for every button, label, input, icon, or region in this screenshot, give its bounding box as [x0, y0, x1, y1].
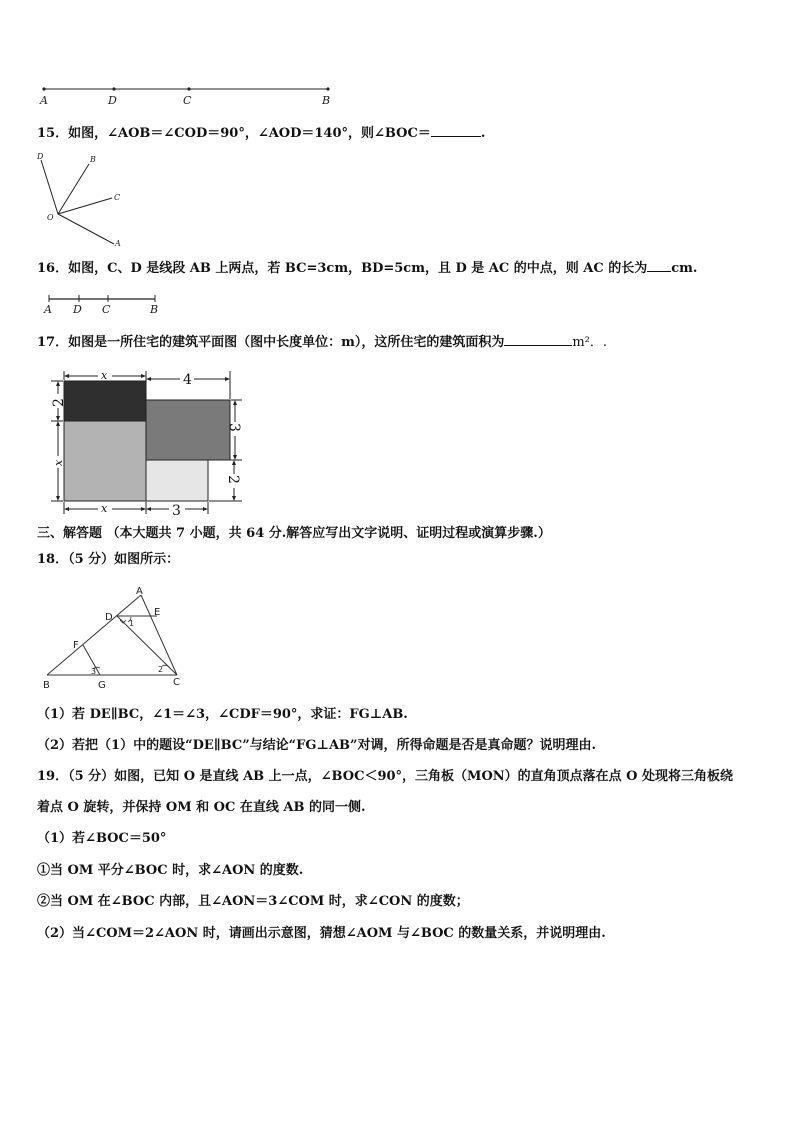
question-15: 15．如图，∠AOB＝∠COD＝90°，∠AOD＝140°，则∠BOC＝ .: [37, 126, 486, 141]
angle-3-label: 3: [91, 667, 97, 676]
question-19-line-2: 着点 O 旋转，并保持 OM 和 OC 在直线 AB 的同一侧.: [37, 800, 366, 815]
point-f-label: F: [73, 640, 79, 651]
point-a-label: A: [136, 586, 143, 597]
question-text: （5 分）如图所示：: [68, 552, 180, 567]
ray-c-label: C: [114, 193, 121, 202]
section-3-heading: 三、解答题 （本大题共 7 小题，共 64 分.解答应写出文字说明、证明过程或演算步骤.）: [37, 526, 551, 541]
answer-blank: [504, 333, 572, 346]
answer-blank: [647, 259, 671, 272]
question-19-sub-1a: ①当 OM 平分∠BOC 时，求∠AON 的度数.: [37, 863, 304, 878]
question-19-sub-1b: ②当 OM 在∠BOC 内部，且∠AON＝3∠COM 时，求∠CON 的度数；: [37, 894, 469, 909]
question-text: 如图，∠AOB＝∠COD＝90°，∠AOD＝140°，则∠BOC＝: [68, 126, 431, 141]
question-18-part-1: （1）若 DE∥BC，∠1＝∠3，∠CDF＝90°，求证：FG⊥AB.: [37, 707, 408, 722]
angle-1-label: 1: [129, 619, 135, 628]
ray-d-label: D: [37, 152, 44, 161]
point-a-label: A: [40, 94, 48, 107]
point-g-label: G: [98, 680, 106, 691]
question-18: [37, 551, 179, 569]
point-e-label: E: [154, 607, 161, 618]
dim-top-x: x: [101, 369, 108, 382]
dim-right-2: 2: [225, 475, 241, 484]
ray-b-label: B: [90, 155, 96, 164]
vertex-o-label: O: [47, 213, 54, 222]
ray-a-label: A: [115, 239, 121, 248]
question-number: 16．: [37, 261, 69, 276]
question-19-sub-1: （1）若∠BOC＝50°: [37, 831, 167, 846]
dim-bottom-3: 3: [172, 503, 181, 518]
point-d-label: D: [108, 94, 117, 107]
top-segment-figure: [36, 82, 346, 108]
question-16: 16．如图，C、D 是线段 AB 上两点，若 BC=3cm，BD=5cm，且 D 是 AC 的中点，则 AC 的长为 cm.: [37, 261, 698, 276]
area-unit: m²．.: [572, 335, 608, 350]
question-text: 如图是一所住宅的建筑平面图（图中长度单位：m），这所住宅的建筑面积为: [68, 335, 505, 350]
triangle-figure-q18: [40, 582, 200, 692]
dim-left-x: x: [52, 459, 65, 466]
point-d-label: D: [105, 612, 113, 623]
point-a-label: A: [44, 303, 52, 316]
point-b-label: B: [43, 680, 50, 691]
point-b-label: B: [150, 303, 159, 316]
floor-plan-figure: [48, 364, 248, 518]
question-19-line-1: 19．（5 分）如图，已知 O 是直线 AB 上一点，∠BOC＜90°，三角板（MON）的直角顶点落在点 O 处现将三角板绕: [37, 769, 734, 784]
point-c-label: C: [173, 677, 180, 688]
question-number: 18．: [37, 552, 69, 567]
question-17: [37, 333, 607, 352]
question-number: 15．: [37, 126, 69, 141]
dim-bottom-x: x: [101, 502, 108, 515]
angle-2-label: 2: [158, 665, 164, 674]
segment-figure-q16: [40, 292, 170, 316]
angle-figure-q15: [34, 148, 134, 248]
point-b-label: B: [322, 94, 331, 107]
point-c-label: C: [102, 303, 111, 316]
question-text: 如图，C、D 是线段 AB 上两点，若 BC=3cm，BD=5cm，且 D 是 AC 的中点，则 AC 的长为: [68, 261, 648, 276]
point-c-label: C: [183, 94, 192, 107]
answer-blank: [431, 124, 481, 137]
dim-right-3: 3: [226, 423, 242, 432]
question-number: 17．: [37, 335, 69, 350]
question-18-part-2: （2）若把（1）中的题设“DE∥BC”与结论“FG⊥AB”对调，所得命题是否是真命题？说明理由.: [37, 738, 597, 753]
dim-left-2: 2: [51, 398, 67, 407]
dim-top-4: 4: [183, 372, 192, 388]
question-19-sub-2: （2）当∠COM＝2∠AON 时，请画出示意图，猜想∠AOM 与∠BOC 的数量关系，并说明理由.: [37, 926, 606, 941]
point-d-label: D: [73, 303, 82, 316]
